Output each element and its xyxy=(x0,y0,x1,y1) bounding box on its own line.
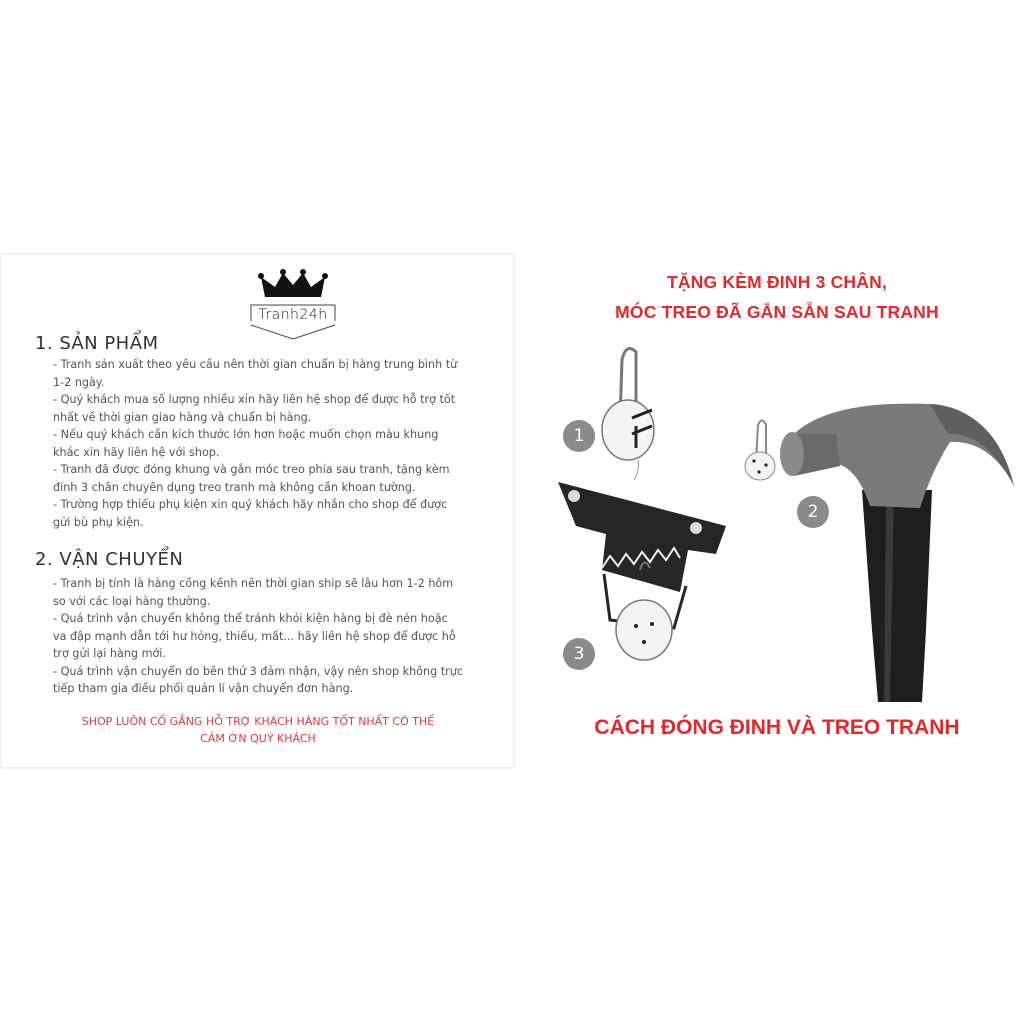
product-line: đinh 3 chân chuyên dụng treo tranh mà không cần khoan tường. xyxy=(53,480,416,494)
sawtooth-hanger-icon xyxy=(558,482,726,660)
product-line: khác xin hãy liên hệ với shop. xyxy=(53,445,220,459)
section-title-shipping: 2. VẬN CHUYỂN xyxy=(35,549,184,570)
shipping-line: so với các loại hàng thường. xyxy=(53,594,211,608)
shipping-line: - Quá trình vận chuyển không thể tránh khỏi kiện hàng bị đè nén hoặc xyxy=(53,612,448,625)
product-info-list xyxy=(53,356,505,531)
product-line: nhất về thời gian giao hàng và chuẩn bị hàng. xyxy=(53,410,312,424)
product-line: 1-2 ngày. xyxy=(53,375,105,389)
thank-you-message: CẢM ƠN QUÝ KHÁCH xyxy=(200,732,316,745)
product-line: - Trường hợp thiếu phụ kiện xin quý khách hãy nhắn cho shop để được xyxy=(53,498,448,511)
section-title-product: 1. SẢN PHẨM xyxy=(35,333,159,354)
shipping-line: va đập mạnh dẫn tới hư hỏng, thiếu, mất... hãy liên hệ shop để được hỗ xyxy=(53,629,456,643)
closing-message: SHOP LUÔN CỐ GẮNG HỖ TRỢ KHÁCH HÀNG TỐT NHẤT CÓ THỂ xyxy=(81,715,435,728)
instruction-title: CÁCH ĐÓNG ĐINH VÀ TREO TRANH xyxy=(594,716,960,739)
product-line: gửi bù phụ kiện. xyxy=(53,515,144,529)
product-line: - Tranh đã được đóng khung và gắn móc treo phía sau tranh, tặng kèm xyxy=(53,463,450,476)
shipping-line: - Tranh bị tính là hàng cồng kềnh nên thời gian ship sẽ lâu hơn 1-2 hôm xyxy=(53,577,454,590)
product-line: - Tranh sản xuất theo yêu cầu nên thời gian chuẩn bị hàng trung bình từ xyxy=(53,358,458,371)
hanging-illustration xyxy=(540,330,1024,710)
info-card xyxy=(0,254,514,768)
shipping-line: - Quá trình vận chuyển do bên thứ 3 đảm nhận, vậy nên shop không trực xyxy=(53,664,464,678)
hammer-icon xyxy=(780,404,1014,702)
step-badge-1: 1 xyxy=(563,420,595,452)
product-line: - Quý khách mua số lượng nhiều xin hãy liên hệ shop để được hỗ trợ tốt xyxy=(53,393,456,406)
small-hook-icon xyxy=(745,421,775,481)
brand-logo xyxy=(245,265,341,343)
shipping-info-list xyxy=(53,575,505,698)
crown-icon xyxy=(245,265,341,343)
step-badge-3: 3 xyxy=(563,638,595,670)
hook-icon xyxy=(602,348,654,480)
gift-headline: TẶNG KÈM ĐINH 3 CHÂN, xyxy=(666,272,888,292)
shipping-line: tiếp tham gia điều phối quản lí vận chuyển đơn hàng. xyxy=(53,682,354,695)
shipping-line: trợ gửi lại hàng mới. xyxy=(53,647,166,660)
step-badge-2: 2 xyxy=(797,496,829,528)
product-line: - Nếu quý khách cần kích thước lớn hơn hoặc muốn chọn màu khung xyxy=(53,428,439,441)
logo-text: Tranh24h xyxy=(258,307,328,323)
hook-headline: MÓC TREO ĐÃ GẮN SẴN SAU TRANH xyxy=(615,302,939,322)
